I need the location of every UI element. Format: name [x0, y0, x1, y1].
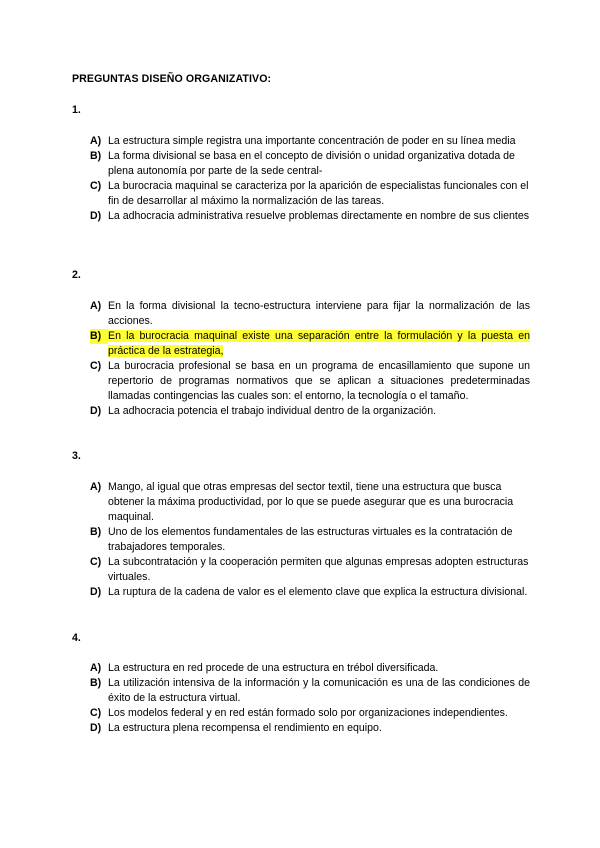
question-2-option-d	[90, 404, 530, 419]
question-1-number: 1.	[72, 104, 81, 116]
option-letter: D)	[90, 722, 102, 734]
option-letter: B)	[90, 150, 102, 162]
option-letter: A)	[90, 300, 102, 312]
question-2-option-c	[90, 359, 530, 404]
question-4-option-c	[90, 706, 530, 721]
page-title: PREGUNTAS DISEÑO ORGANIZATIVO:	[72, 73, 272, 85]
option-text: La utilización intensiva de la información y la comunicación es una de las condiciones de éxito de la estructura virtual.	[108, 677, 530, 704]
option-text-highlighted: En la burocracia maquinal existe una separación entre la formulación y la puesta en práctica de la estrategia,	[108, 330, 530, 357]
question-3-option-b	[90, 525, 530, 555]
question-1-option-c	[90, 179, 530, 209]
option-text: La ruptura de la cadena de valor es el elemento clave que explica la estructura divisional.	[108, 586, 528, 598]
option-text: La burocracia maquinal se caracteriza por la aparición de especialistas funcionales con el fin de desarrollar al máximo la normalización de las tareas.	[108, 180, 529, 207]
question-2-number: 2.	[72, 269, 81, 281]
option-text: La adhocracia administrativa resuelve problemas directamente en nombre de sus clientes	[108, 210, 530, 222]
question-3-number: 3.	[72, 450, 81, 462]
question-4-option-b	[90, 676, 530, 706]
option-letter: A)	[90, 481, 102, 493]
question-1-option-d	[90, 209, 530, 224]
option-text: En la forma divisional la tecno-estructura interviene para fijar la normalización de las acciones.	[108, 300, 530, 327]
question-3-option-d	[90, 585, 530, 600]
question-1-option-a	[90, 134, 530, 149]
option-letter: D)	[90, 586, 102, 598]
question-2-option-a	[90, 299, 530, 329]
option-letter: A)	[90, 135, 102, 147]
option-letter: C)	[90, 360, 102, 372]
option-text: La burocracia profesional se basa en un programa de encasillamiento que supone un repertorio de programas normativos que se aplican a situaciones predeterminadas llamadas contingencias las cuales son: el entorno, la tecnología o el tamaño.	[108, 360, 530, 402]
question-2-option-b-highlighted	[90, 329, 530, 359]
question-1-option-b	[90, 149, 530, 179]
option-text: La forma divisional se basa en el concepto de división o unidad organizativa dotada de plena autonomía por parte de la sede central-	[108, 150, 515, 177]
question-2-options	[90, 299, 530, 419]
option-letter: C)	[90, 707, 102, 719]
question-3-option-c	[90, 555, 530, 585]
question-3-options	[90, 480, 530, 600]
option-text: La estructura plena recompensa el rendimiento en equipo.	[108, 722, 382, 734]
option-text: Uno de los elementos fundamentales de las estructuras virtuales es la contratación de trabajadores temporales.	[108, 526, 513, 553]
option-text: La estructura en red procede de una estructura en trébol diversificada.	[108, 662, 439, 674]
option-letter: A)	[90, 662, 102, 674]
question-4-number: 4.	[72, 632, 81, 644]
option-letter: C)	[90, 556, 102, 568]
option-text: La adhocracia potencia el trabajo individual dentro de la organización.	[108, 405, 437, 417]
option-letter: B)	[90, 526, 102, 538]
option-letter: D)	[90, 210, 102, 222]
option-letter: B)	[90, 329, 108, 344]
option-letter: C)	[90, 180, 102, 192]
option-text: Los modelos federal y en red están formado solo por organizaciones independientes.	[108, 707, 508, 719]
question-3-option-a	[90, 480, 530, 525]
option-text: La subcontratación y la cooperación permiten que algunas empresas adopten estructuras virtuales.	[108, 556, 529, 583]
option-letter: B)	[90, 677, 102, 689]
option-text: Mango, al igual que otras empresas del sector textil, tiene una estructura que busca obtener la máxima productividad, por lo que se puede asegurar que es una burocracia maquinal.	[108, 481, 514, 523]
option-text: La estructura simple registra una importante concentración de poder en su línea media	[108, 135, 516, 147]
question-1-options	[90, 134, 530, 224]
option-letter: D)	[90, 405, 102, 417]
question-4-option-a	[90, 661, 530, 676]
question-4-option-d	[90, 721, 530, 736]
question-4-options	[90, 661, 530, 736]
